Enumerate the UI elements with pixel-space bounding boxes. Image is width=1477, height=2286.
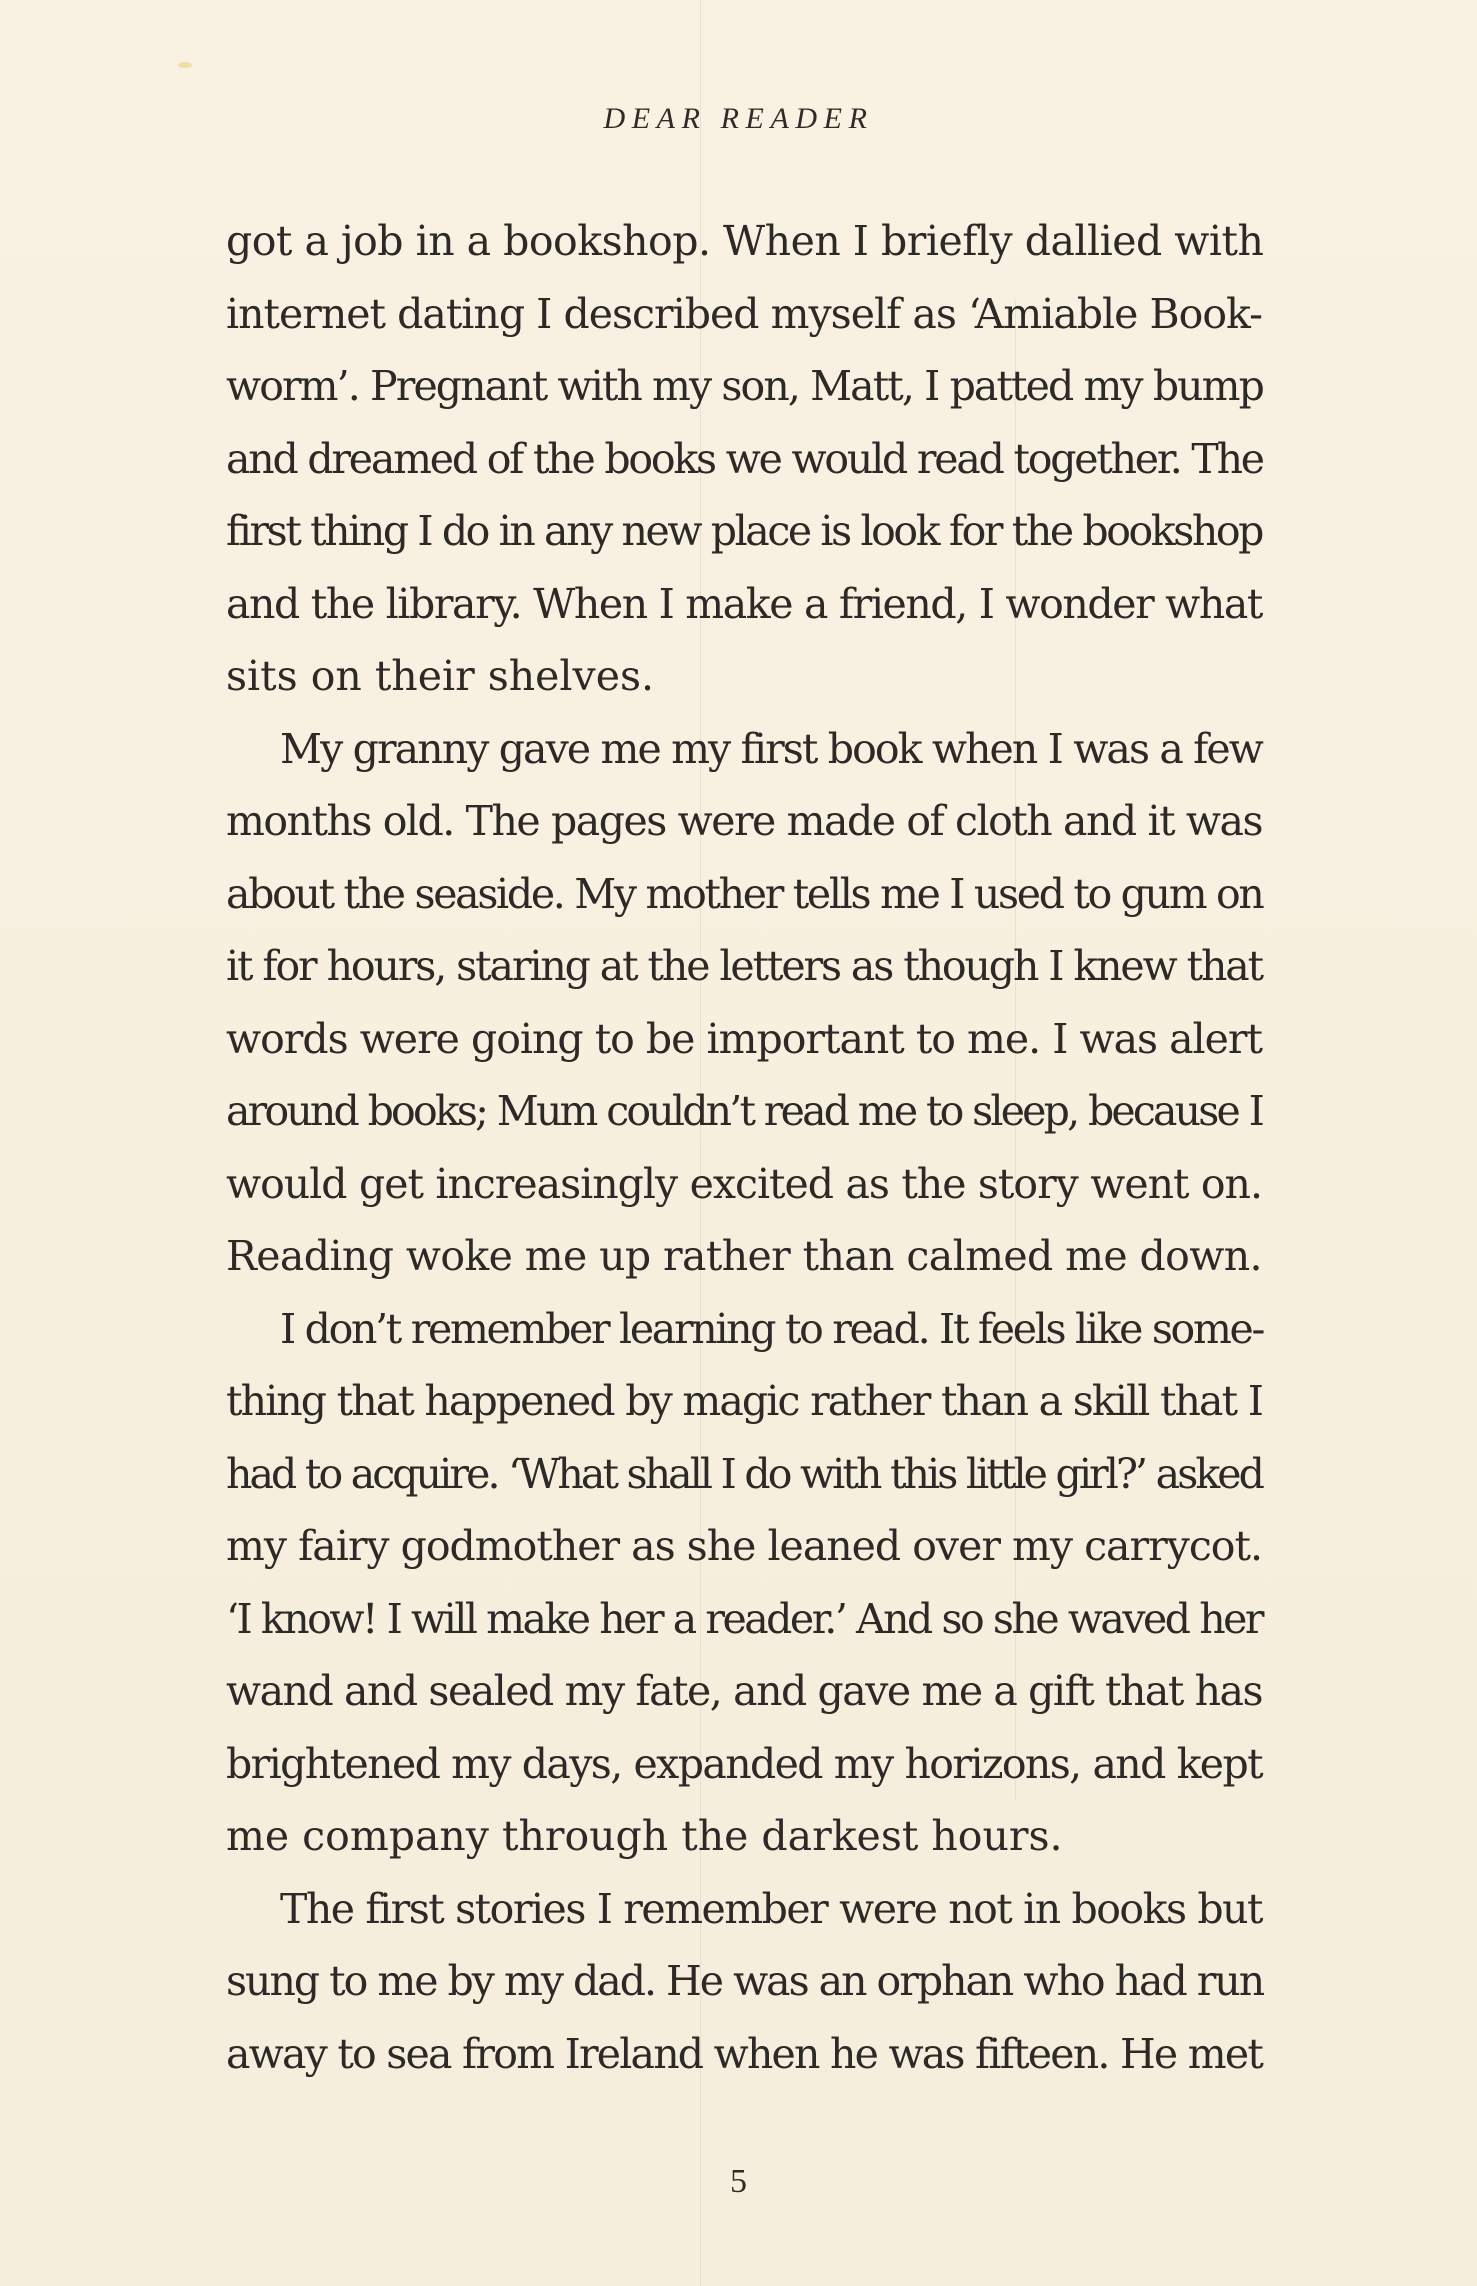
text-line: and the library. When I make a friend, I wonder what xyxy=(226,579,1262,628)
text-line: Reading woke me up rather than calmed me down. xyxy=(226,1232,1262,1280)
text-line: wand and sealed my fate, and gave me a gift that has xyxy=(226,1667,1262,1715)
text-line: sung to me by my dad. He was an orphan who had run xyxy=(226,1957,1264,2005)
text-line: worm’. Pregnant with my son, Matt, I patted my bump xyxy=(226,362,1264,410)
text-line: about the seaside. My mother tells me I used to gum on xyxy=(226,869,1263,918)
text-line: I don’t remember learning to read. It feels like some- xyxy=(280,1304,1264,1353)
text-line: brightened my days, expanded my horizons, and kept xyxy=(226,1739,1262,1788)
text-line: thing that happened by magic rather than a skill that I xyxy=(226,1377,1262,1425)
text-line: got a job in a bookshop. When I briefly dallied with xyxy=(226,217,1264,265)
text-line: would get increasingly excited as the story went on. xyxy=(226,1159,1262,1208)
paragraph xyxy=(226,205,1262,713)
paragraph xyxy=(226,1293,1262,1873)
text-line: months old. The pages were made of cloth and it was xyxy=(226,797,1262,845)
text-line: internet dating I described myself as ‘Amiable Book- xyxy=(226,289,1262,338)
text-line: it for hours, staring at the letters as though I knew that xyxy=(226,942,1262,990)
text-line: away to sea from Ireland when he was fifteen. He met xyxy=(226,2029,1262,2078)
text-line: me company through the darkest hours. xyxy=(226,1812,1063,1860)
page-number: 5 xyxy=(730,2163,747,2200)
text-line: My granny gave me my first book when I was a few xyxy=(280,724,1262,773)
text-line: sits on their shelves. xyxy=(226,652,655,700)
running-head: DEAR READER xyxy=(603,102,874,135)
paragraph xyxy=(226,713,1262,1293)
text-line: ‘I know! I will make her a reader.’ And so she waved her xyxy=(226,1594,1262,1643)
text-line: had to acquire. ‘What shall I do with this little girl?’ asked xyxy=(226,1449,1262,1498)
text-line: first thing I do in any new place is look for the bookshop xyxy=(226,507,1262,555)
text-line: The first stories I remember were not in books but xyxy=(280,1884,1262,1933)
body-text xyxy=(226,205,1262,2090)
paragraph xyxy=(226,1873,1262,2091)
text-line: words were going to be important to me. I was alert xyxy=(226,1014,1262,1063)
text-line: my fairy godmother as she leaned over my carrycot. xyxy=(226,1522,1262,1570)
paper-speck xyxy=(178,62,192,68)
text-line: around books; Mum couldn’t read me to sleep, because I xyxy=(226,1087,1262,1135)
text-line: and dreamed of the books we would read together. The xyxy=(226,434,1263,483)
